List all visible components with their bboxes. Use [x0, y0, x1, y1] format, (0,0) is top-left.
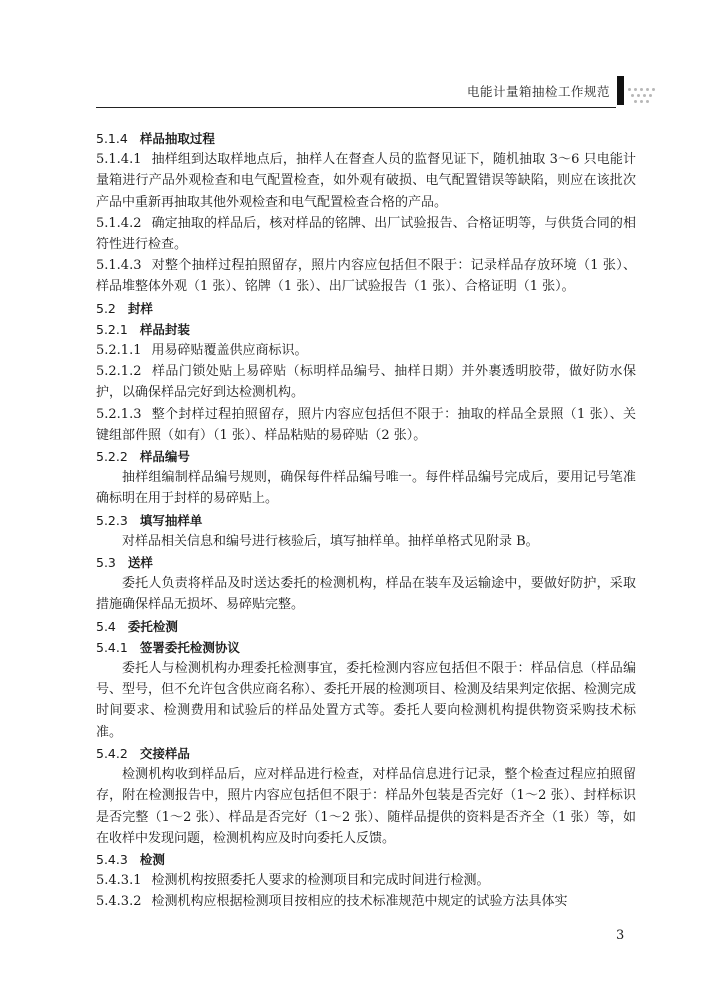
running-header	[96, 74, 656, 108]
section-title: 填写抽样单	[139, 512, 203, 528]
body-paragraph: 检测机构收到样品后，应对样品进行检查，对样品信息进行记录，整个检查过程应拍照留存，附在检测报告中，照片内容应包括但不限于：样品外包装是否完好（1～2 张）、封样标识是否完整（1～2 张）、样品是否完好（1～2 张）、随样品提供的资料是否齐全（1 张）等，如在收样中发现问题，检测机构应及时向委托人反馈。	[96, 767, 636, 846]
clause-number: 5.1.4.3	[96, 258, 142, 274]
numbered-paragraph	[96, 213, 636, 255]
section-number: 5.3	[96, 555, 116, 571]
section-heading	[96, 849, 636, 870]
numbered-paragraph	[96, 340, 636, 361]
clause-number: 5.4.3.1	[96, 873, 142, 889]
section-heading	[96, 743, 636, 764]
section-number: 5.4.1	[96, 639, 128, 655]
numbered-paragraph	[96, 870, 636, 891]
clause-number: 5.2.1.1	[96, 343, 142, 359]
section-title: 封样	[127, 300, 153, 316]
clause-text: 抽样组到达取样地点后，抽样人在督查人员的监督见证下，随机抽取 3～6 只电能计量箱进行产品外观检查和电气配置检查，如外观有破损、电气配置错误等缺陷，则应在该批次产品中重新再抽取其他外观检查和电气配置检查合格的产品。	[96, 152, 636, 210]
page-number: 3	[616, 928, 625, 943]
section-number: 5.1.4	[96, 131, 128, 146]
clause-text: 用易碎贴覆盖供应商标识。	[151, 343, 308, 359]
numbered-paragraph	[96, 255, 636, 297]
clause-text: 整个封样过程拍照留存，照片内容应包括但不限于：抽取的样品全景照（1 张）、关键组部件照（如有）（1 张）、样品粘贴的易碎贴（2 张）。	[96, 406, 636, 443]
clause-text: 确定抽取的样品后，核对样品的铭牌、出厂试验报告、合格证明等，与供货合同的相符性进行检查。	[96, 215, 636, 253]
document-body	[96, 128, 636, 913]
section-number: 5.2	[96, 300, 116, 316]
section-number: 5.4.3	[96, 851, 128, 867]
section-title: 检测	[139, 851, 165, 867]
numbered-paragraph	[96, 361, 636, 403]
numbered-paragraph	[96, 149, 636, 213]
clause-number: 5.1.4.1	[96, 152, 142, 168]
section-heading	[96, 128, 636, 149]
section-number: 5.4.2	[96, 745, 128, 761]
clause-number: 5.2.1.2	[96, 364, 142, 380]
section-title: 样品编号	[139, 449, 190, 465]
header-rule	[96, 107, 616, 108]
clause-text: 样品门锁处贴上易碎贴（标明样品编号、抽样日期）并外裹透明胶带，做好防水保护，以确保样品完好到达检测机构。	[96, 364, 636, 401]
clause-text: 检测机构按照委托人要求的检测项目和完成时间进行检测。	[151, 873, 490, 889]
clause-text: 对整个抽样过程拍照留存，照片内容应包括但不限于：记录样品存放环境（1 张）、样品堆整体外观（1 张）、铭牌（1 张）、出厂试验报告（1 张）、合格证明（1 张）。	[96, 258, 636, 295]
body-paragraph: 委托人与检测机构办理委托检测事宜，委托检测内容应包括但不限于：样品信息（样品编号、型号，但不允许包含供应商名称）、委托开展的检测项目、检测及结果判定依据、检测完成时间要求、检测费用和试验后的样品处置方式等。委托人要向检测机构提供物资采购技术标准。	[96, 661, 636, 740]
section-heading	[96, 637, 636, 658]
section-heading	[96, 298, 636, 319]
numbered-paragraph	[96, 891, 636, 912]
body-paragraph: 委托人负责将样品及时送达委托的检测机构，样品在装车及运输途中，要做好防护，采取措施确保样品无损坏、易碎贴完整。	[96, 576, 636, 613]
clause-number: 5.2.1.3	[96, 406, 142, 422]
section-title: 送样	[127, 555, 153, 571]
section-heading	[96, 552, 636, 573]
clause-number: 5.4.3.2	[96, 894, 142, 910]
header-dots-decoration	[626, 86, 656, 106]
section-title: 委托检测	[127, 618, 178, 634]
section-number: 5.4	[96, 618, 116, 634]
running-header-title: 电能计量箱抽检工作规范	[466, 84, 610, 99]
section-title: 样品封装	[139, 321, 190, 337]
section-heading	[96, 446, 636, 467]
section-title: 签署委托检测协议	[139, 639, 240, 655]
body-paragraph: 抽样组编制样品编号规则，确保每件样品编号唯一。每件样品编号完成后，要用记号笔准确标明在用于封样的易碎贴上。	[96, 470, 636, 507]
header-bar-mark	[617, 76, 624, 105]
section-title: 样品抽取过程	[139, 131, 215, 146]
body-paragraph: 对样品相关信息和编号进行核验后，填写抽样单。抽样单格式见附录 B。	[122, 533, 539, 549]
section-heading	[96, 510, 636, 531]
clause-number: 5.1.4.2	[96, 215, 142, 231]
numbered-paragraph	[96, 404, 636, 446]
clause-text: 检测机构应根据检测项目按相应的技术标准规范中规定的试验方法具体实	[151, 894, 568, 910]
section-number: 5.2.3	[96, 512, 128, 528]
section-number: 5.2.1	[96, 321, 128, 337]
section-heading	[96, 319, 636, 340]
section-number: 5.2.2	[96, 449, 128, 465]
section-heading	[96, 616, 636, 637]
section-title: 交接样品	[139, 745, 190, 761]
